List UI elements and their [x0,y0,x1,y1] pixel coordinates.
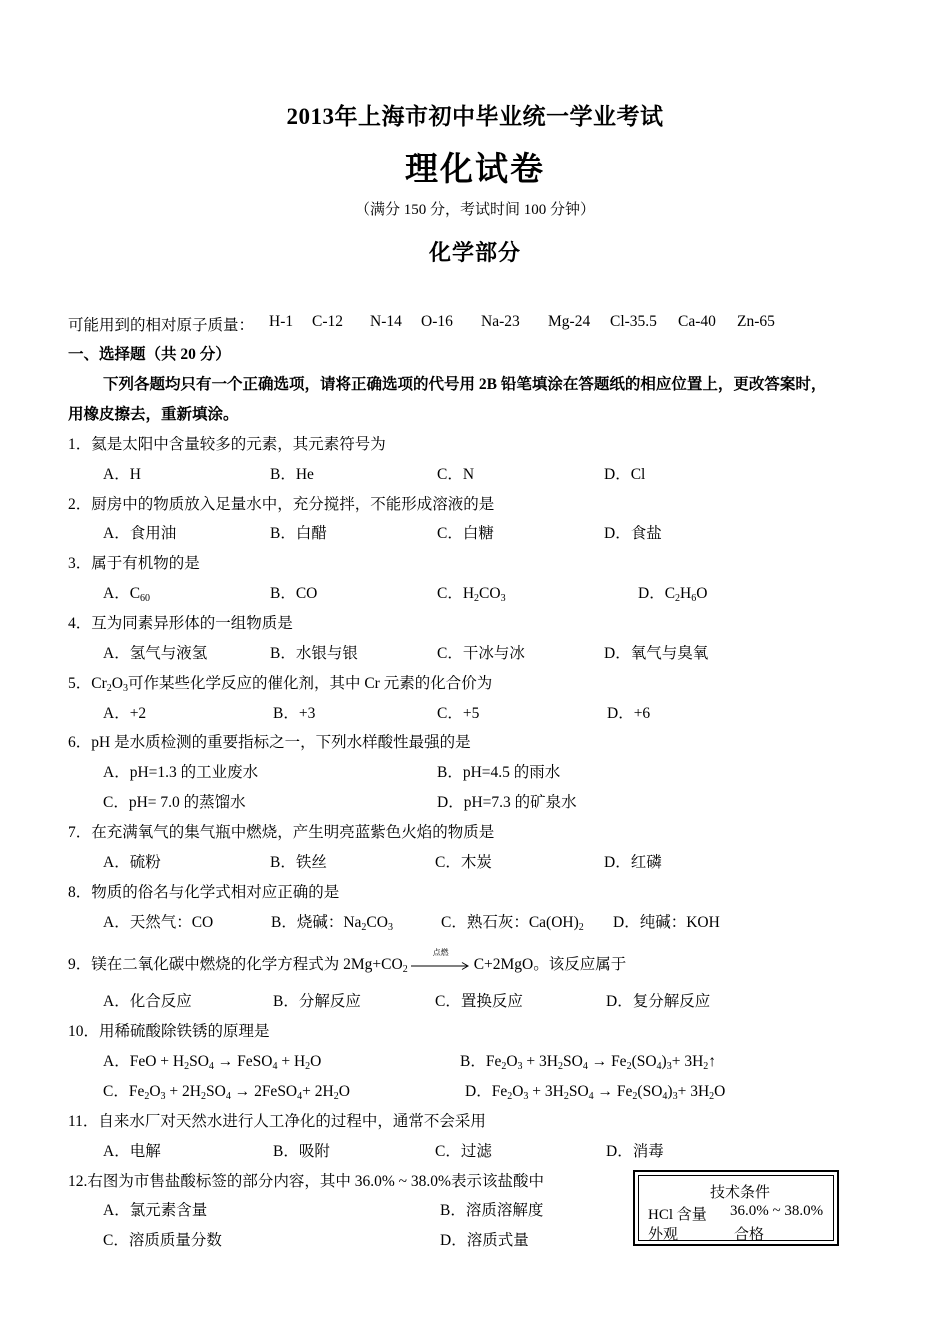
option-d: D．纯碱：KOH [613,914,720,931]
atomic-mass-item: H-1 [269,313,294,330]
atomic-mass-item: Zn-65 [737,313,775,330]
option-c: C．溶质质量分数 [103,1232,222,1249]
question-1-stem: 1．氦是太阳中含量较多的元素，其元素符号为 [68,436,386,453]
option-c: C．白糖 [437,525,494,542]
paper-title: 理化试卷 [405,152,545,188]
option-b: B．水银与银 [270,645,358,662]
option-a: A．pH=1.3 的工业废水 [103,764,259,781]
question-2-stem: 2．厨房中的物质放入足量水中，充分搅拌，不能形成溶液的是 [68,496,495,513]
question-10-stem: 10．用稀硫酸除铁锈的原理是 [68,1023,270,1040]
atomic-mass-item: Mg-24 [548,313,591,330]
label-row-value: 36.0% ~ 38.0% [730,1203,824,1219]
option-a: A．化合反应 [103,993,192,1010]
option-a: A．电解 [103,1143,161,1160]
option-a: A．食用油 [103,525,177,542]
question-5-stem: 5．$Cr_2O_3$可作某些化学反应的催化剂，其中 Cr 元素的化合价为 [68,675,493,694]
equation-left: 9．镁在二氧化碳中燃烧的化学方程式为 $2Mg+CO_2$ [68,956,408,975]
option-b: B．溶质溶解度 [440,1202,544,1219]
atomic-mass-item: C-12 [312,313,343,330]
equation-right: C+2MgO。该反应属于 [473,956,627,973]
option-d: D．+6 [607,705,651,722]
option-a: A．H [103,466,141,483]
label-row-name: HCl 含量 [648,1207,707,1223]
instruction-text: 用橡皮擦去，重新填涂。 [68,406,239,423]
option-c: C．$Fe_2O_3 + 2H_2SO_4$ → 2FeSO$_4$+ $2H_2O$ [103,1083,350,1102]
atomic-mass-item: N-14 [370,313,402,330]
label-row-value: 合格 [734,1227,765,1243]
option-a: A．FeO + $H_2SO_4$ → FeSO$_4$ + $H_2O$ [103,1053,322,1072]
atomic-mass-item: Cl-35.5 [610,313,657,330]
option-b: B．CO [270,585,318,602]
option-d: D．$Fe_2O_3 + 3H_2SO_4 \to Fe_2(SO_4)_3+ 3H_2O$ [465,1083,726,1102]
option-a: A．$C_{60}$ [103,585,151,604]
option-d: D．溶质式量 [440,1232,529,1249]
part-title: 化学部分 [428,240,521,265]
option-c: C．+5 [437,705,480,722]
option-c: C．过滤 [435,1143,492,1160]
label-inner-border [638,1175,834,1241]
question-6-stem: 6．pH 是水质检测的重要指标之一，下列水样酸性最强的是 [68,734,471,751]
option-d: D．消毒 [606,1143,664,1160]
option-b: B．白醋 [270,525,327,542]
option-a: A．氯元素含量 [103,1202,208,1219]
instruction-text: 下列各题均只有一个正确选项，请将正确选项的代号用 2B 铅笔填涂在答题纸的相应位置上，更改答案时， [103,376,827,393]
option-c: C．N [437,466,475,483]
label-row-name: 外观 [648,1227,679,1243]
question-8-stem: 8．物质的俗名与化学式相对应正确的是 [68,884,340,901]
question-11-stem: 11．自来水厂对天然水进行人工净化的过程中，通常不会采用 [68,1113,486,1130]
atomic-mass-item: Ca-40 [678,313,716,330]
option-b: B．铁丝 [270,854,327,871]
option-d: D．pH=7.3 的矿泉水 [437,794,577,811]
question-9-stem [68,948,627,975]
option-c: C．pH= 7.0 的蒸馏水 [103,794,246,811]
option-d: D．食盐 [604,525,662,542]
exam-title: 2013年上海市初中毕业统一学业考试 [286,104,664,129]
question-3-stem: 3．属于有机物的是 [68,555,200,572]
exam-note: （满分 150 分，考试时间 100 分钟） [354,202,595,218]
option-b: B．烧碱：$Na_2CO_3$ [271,914,393,933]
option-b: B．+3 [273,705,316,722]
option-a: A．天然气：CO [103,914,214,931]
atomic-mass-item: O-16 [421,313,453,330]
section-heading: 一、选择题（共 20 分） [68,346,231,363]
question-4-stem: 4．互为同素异形体的一组物质是 [68,615,293,632]
option-b: B．pH=4.5 的雨水 [437,764,561,781]
option-d: D．Cl [604,466,646,483]
option-a: A．硫粉 [103,854,161,871]
option-b: B．吸附 [273,1143,330,1160]
reaction-condition: 点燃 [432,948,449,958]
reaction-arrow [410,948,472,972]
option-d: D．复分解反应 [606,993,711,1010]
option-a: A．+2 [103,705,147,722]
option-b: B．$Fe_2O_3 + 3H_2SO_4 \to Fe_2(SO_4)_3+$ $3H_2↑$ [460,1053,717,1072]
option-d: D．氧气与臭氧 [604,645,709,662]
option-c: C．木炭 [435,854,492,871]
question-7-stem: 7．在充满氧气的集气瓶中燃烧，产生明亮蓝紫色火焰的物质是 [68,824,495,841]
option-c: C．置换反应 [435,993,523,1010]
option-c: C．熟石灰：$Ca(OH)_2$ [441,914,584,933]
option-b: B．分解反应 [273,993,361,1010]
question-12-stem: 12.右图为市售盐酸标签的部分内容，其中 36.0% ~ 38.0%表示该盐酸中 [68,1173,544,1190]
atomic-mass-prefix: 可能用到的相对原子质量： [68,317,255,334]
option-d: D．红磷 [604,854,662,871]
option-c: C．干冰与冰 [437,645,525,662]
hcl-label-box [633,1170,839,1246]
label-title: 技术条件 [710,1185,771,1201]
option-a: A．氢气与液氢 [103,645,208,662]
atomic-mass-item: Na-23 [481,313,520,330]
option-c: C．$H_2CO_3$ [437,585,506,604]
option-d: D．$C_2H_6O$ [638,585,708,604]
option-b: B．He [270,466,314,483]
